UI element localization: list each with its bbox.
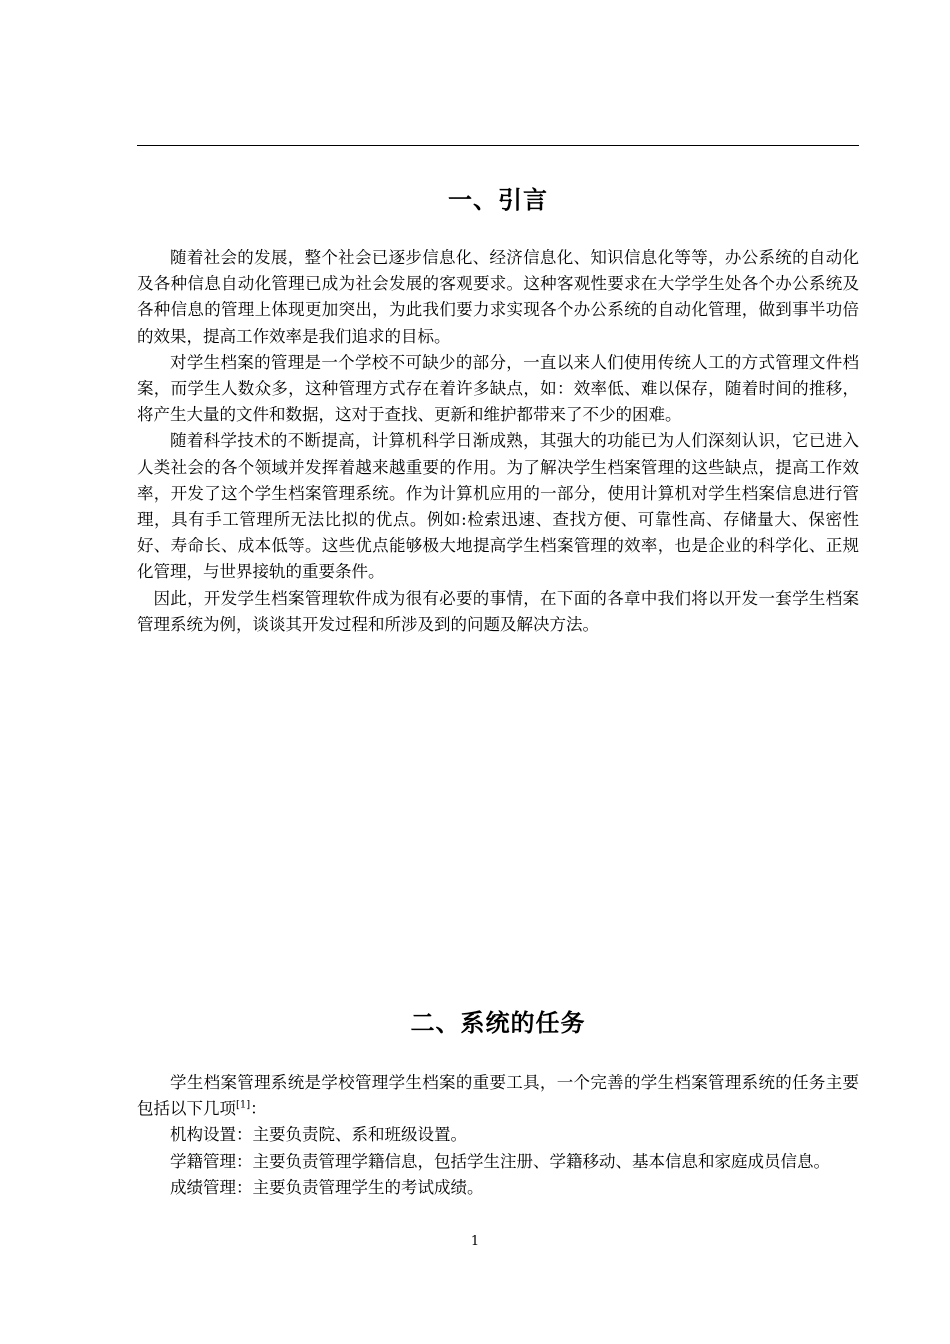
header-rule — [137, 145, 859, 146]
paragraph: 对学生档案的管理是一个学校不可缺少的部分，一直以来人们使用传统人工的方式管理文件档案，而学生人数众多，这种管理方式存在着许多缺点，如：效率低、难以保存，随着时间的推移，将产生大量的文件和数据，这对于查找、更新和维护都带来了不少的困难。 — [137, 352, 859, 425]
intro-text: 学生档案管理系统是学校管理学生档案的重要工具，一个完善的学生档案管理系统的任务主要包括以下几项 — [137, 1073, 859, 1119]
section-2-title: 二、系统的任务 — [410, 1009, 586, 1037]
paragraph: 随着社会的发展，整个社会已逐步信息化、经济信息化、知识信息化等等，办公系统的自动化及各种信息自动化管理已成为社会发展的客观要求。这种客观性要求在大学学生处各个办公系统及各种信息的管理上体现更加突出，为此我们要力求实现各个办公系统的自动化管理，做到事半功倍的效果，提高工作效率是我们追求的目标。 — [137, 248, 859, 346]
section-2-body — [137, 1070, 859, 1201]
task-item: 成绩管理：主要负责管理学生的考试成绩。 — [170, 1177, 484, 1197]
citation-ref: [1] — [236, 1099, 251, 1111]
intro-tail: ： — [250, 1099, 267, 1119]
section-1-title: 一、引言 — [448, 186, 548, 214]
paragraph-intro — [137, 1070, 859, 1122]
paragraph: 随着科学技术的不断提高，计算机科学日渐成熟，其强大的功能已为人们深刻认识，它已进入人类社会的各个领域并发挥着越来越重要的作用。为了解决学生档案管理的这些缺点，提高工作效率，开发了这个学生档案管理系统。作为计算机应用的一部分，使用计算机对学生档案信息进行管理，具有手工管理所无法比拟的优点。例如:检索迅速、查找方便、可靠性高、存储量大、保密性好、寿命长、成本低等。这些优点能够极大地提高学生档案管理的效率，也是企业的科学化、正规化管理，与世界接轨的重要条件。 — [137, 431, 859, 582]
task-item: 学籍管理：主要负责管理学籍信息，包括学生注册、学籍移动、基本信息和家庭成员信息。 — [170, 1151, 830, 1171]
section-1-body — [137, 245, 859, 638]
paragraph: 因此，开发学生档案管理软件成为很有必要的事情，在下面的各章中我们将以开发一套学生档案管理系统为例，谈谈其开发过程和所涉及到的问题及解决方法。 — [137, 588, 859, 634]
page-number: 1 — [470, 1234, 480, 1249]
task-item: 机构设置：主要负责院、系和班级设置。 — [170, 1125, 467, 1145]
